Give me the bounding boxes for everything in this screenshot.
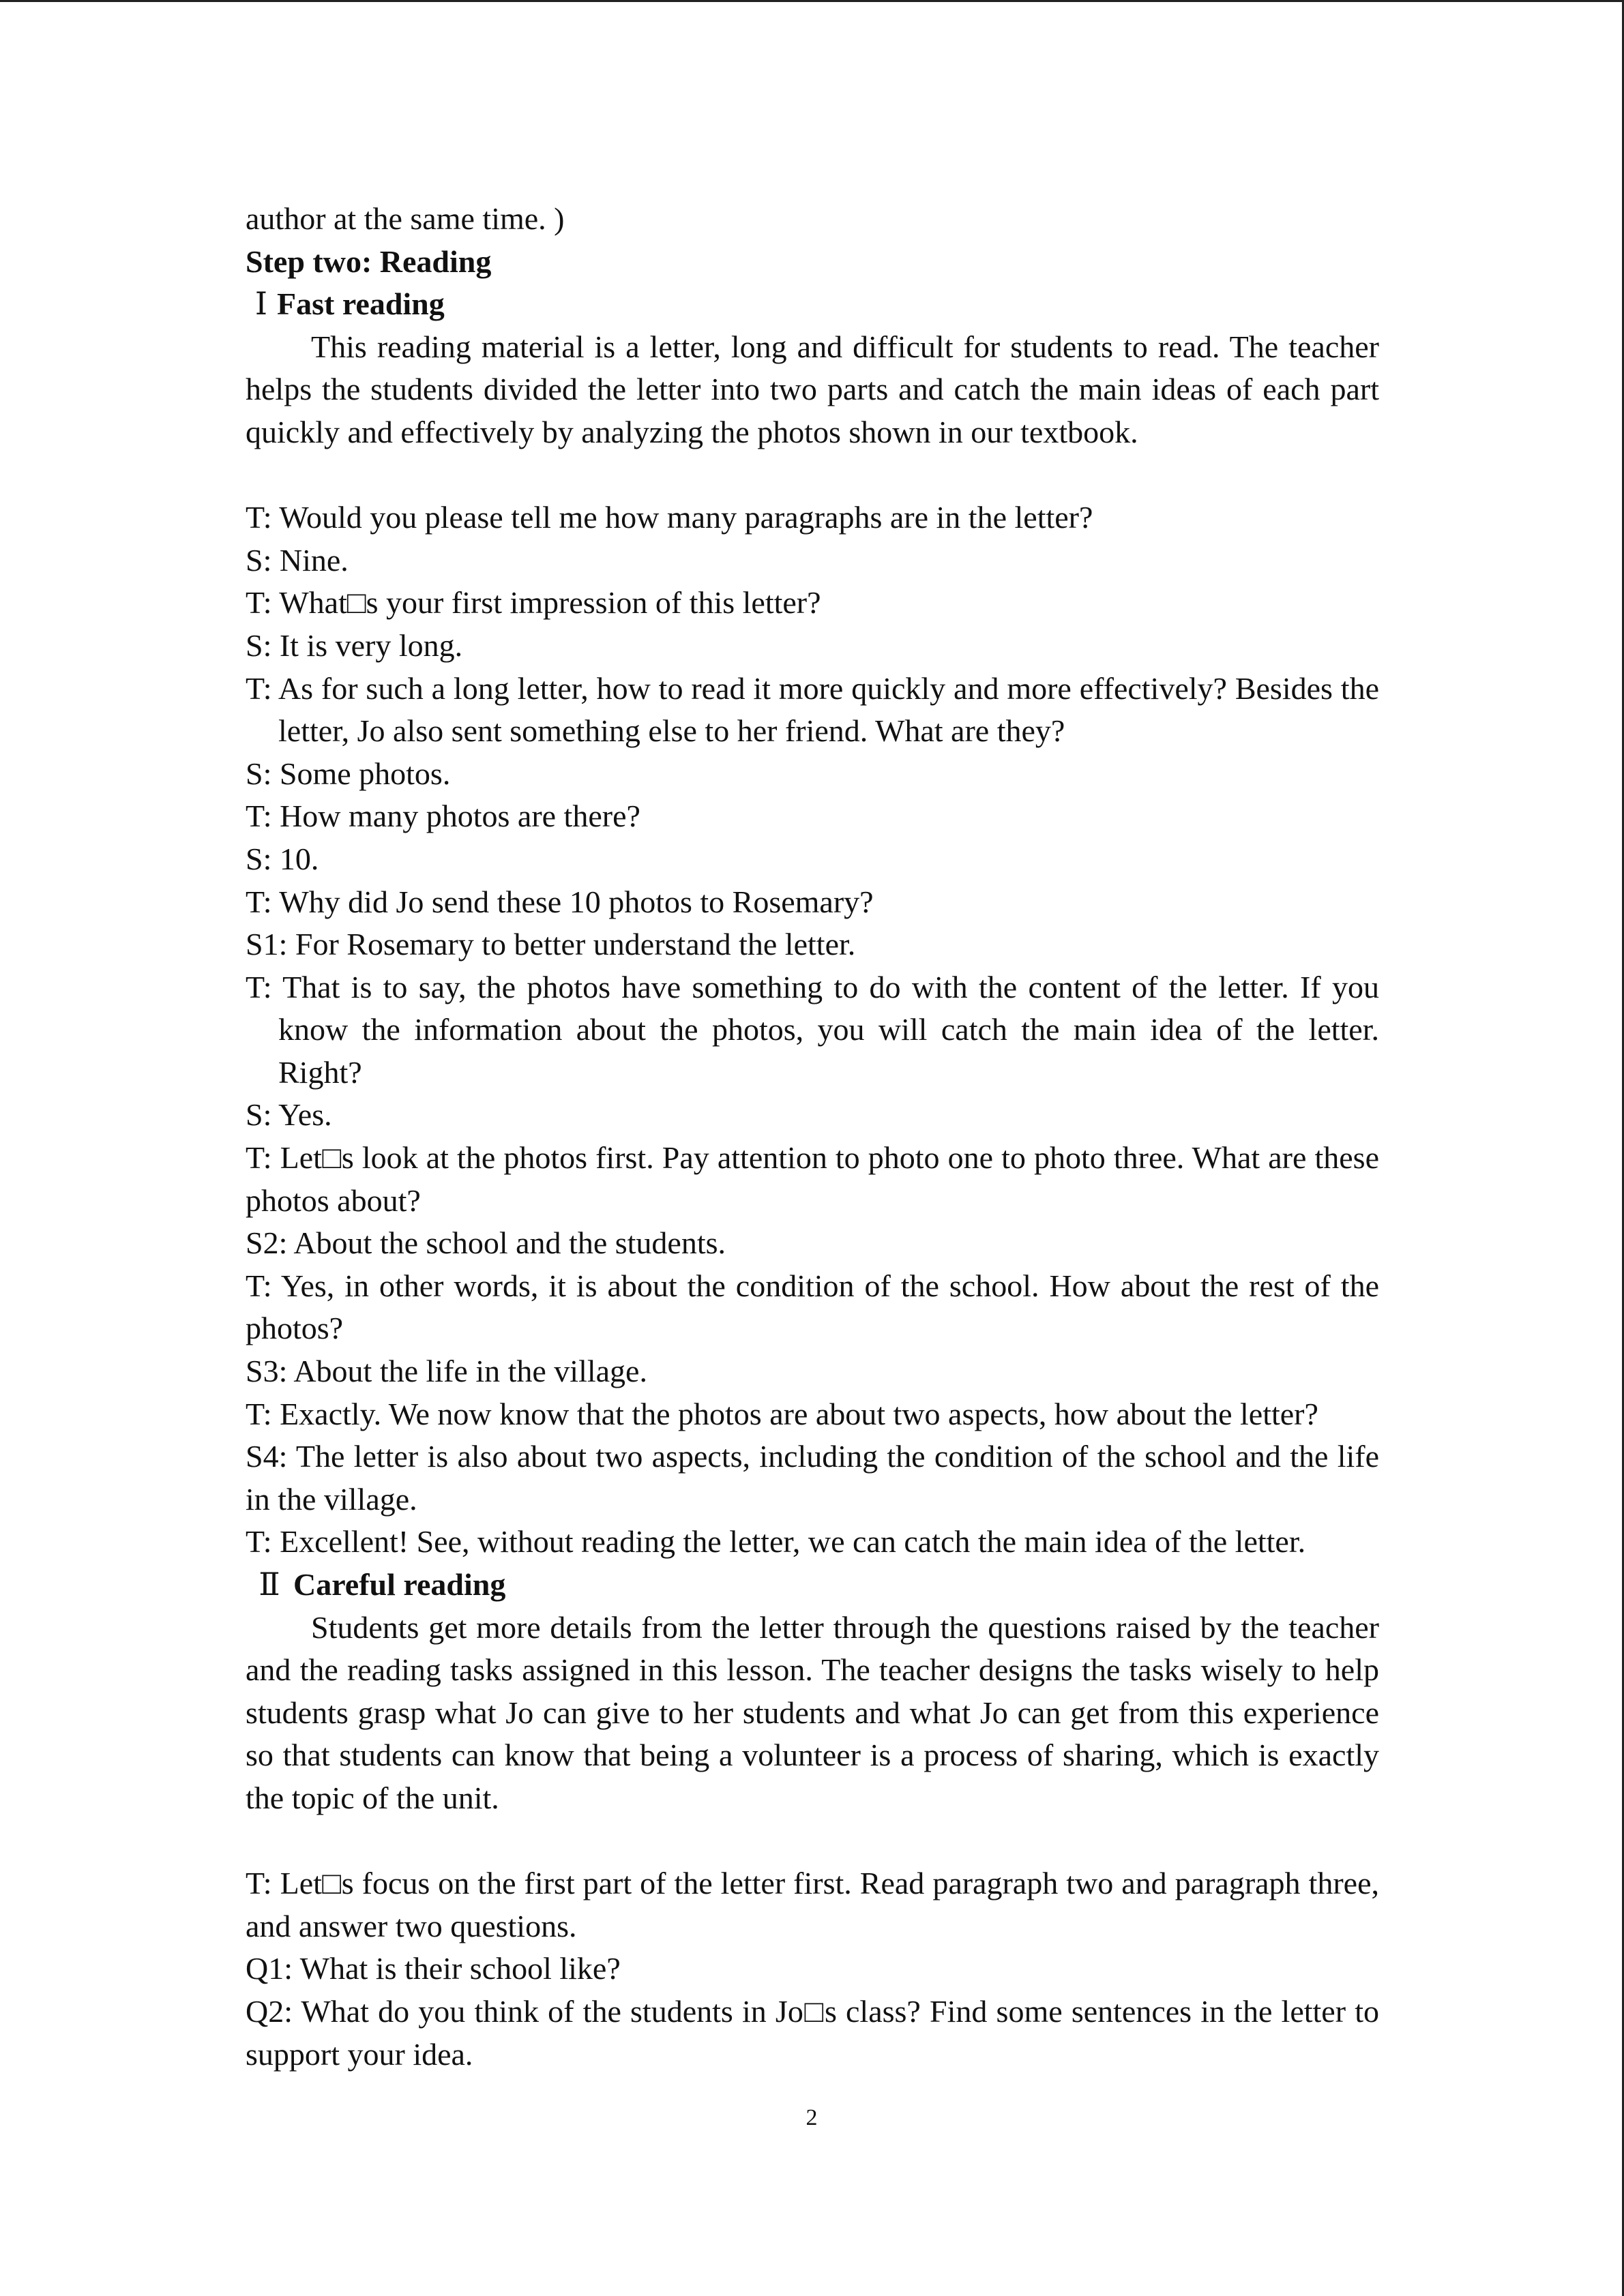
dialogue-line: S: Some photos. <box>246 756 451 791</box>
dialogue-line: S: It is very long. <box>246 627 463 663</box>
dialogue-line: S3: About the life in the village. <box>246 1354 647 1389</box>
dialogue-line: T: Let□s look at the photos first. Pay attention to photo one to photo three. What are these photos about? <box>246 1140 1379 1218</box>
section-title: Careful reading <box>293 1567 506 1602</box>
dialogue-line: T: Let□s focus on the first part of the letter first. Read paragraph two and paragraph three, and answer two questions. <box>246 1866 1379 1943</box>
careful-reading-intro: Students get more details from the letter through the questions raised by the teacher and the reading tasks assigned in this lesson. The teacher designs the tasks wisely to help students grasp what Jo can give to her students and what Jo can get from this experience so that students can know that being a volunteer is a process of sharing, which is exactly the topic of the unit. <box>246 1609 1379 1815</box>
section-numeral: Ⅱ <box>259 1567 280 1602</box>
document-body <box>246 198 1379 2076</box>
dialogue-line: T: That is to say, the photos have something to do with the content of the letter. If you know the information about the photos, you will catch the main idea of the letter. Right? <box>246 969 1379 1090</box>
dialogue-line: T: Yes, in other words, it is about the condition of the school. How about the rest of the photos? <box>246 1268 1379 1346</box>
dialogue-line: Q1: What is their school like? <box>246 1951 621 1986</box>
page-top-border <box>0 0 1624 2</box>
dialogue-line: T: Would you please tell me how many paragraphs are in the letter? <box>246 500 1093 535</box>
dialogue-line: T: How many photos are there? <box>246 799 640 834</box>
dialogue-line: S2: About the school and the students. <box>246 1225 726 1261</box>
dialogue-line: S: 10. <box>246 841 319 876</box>
dialogue-line: T: What□s your first impression of this letter? <box>246 585 821 621</box>
blank-line <box>246 454 1379 497</box>
continuation-line: author at the same time. ) <box>246 201 565 236</box>
dialogue-line: Q2: What do you think of the students in Jo□s class? Find some sentences in the letter to support your idea. <box>246 1993 1379 2072</box>
dialogue-line: T: Why did Jo send these 10 photos to Rosemary? <box>246 884 874 919</box>
page-number: 2 <box>806 2105 818 2130</box>
dialogue-line: T: As for such a long letter, how to read it more quickly and more effectively? Besides the letter, Jo also sent something else to her friend. What are they? <box>246 670 1379 749</box>
dialogue-line: S: Yes. <box>246 1097 332 1133</box>
fast-reading-heading <box>246 283 1379 326</box>
dialogue-careful-reading <box>246 1862 1379 2076</box>
dialogue-line: T: Excellent! See, without reading the letter, we can catch the main idea of the letter. <box>246 1524 1306 1560</box>
dialogue-line: S4: The letter is also about two aspects, including the condition of the school and the life in the village. <box>246 1439 1379 1517</box>
dialogue-line: S1: For Rosemary to better understand the letter. <box>246 927 856 962</box>
fast-reading-intro: This reading material is a letter, long and difficult for students to read. The teacher helps the students divided the letter into two parts and catch the main ideas of each part quickly and effectively by analyzing the photos shown in our textbook. <box>246 329 1379 449</box>
section-numeral: Ⅰ <box>254 286 268 322</box>
dialogue-fast-reading <box>246 496 1379 1564</box>
careful-reading-heading <box>246 1564 1379 1607</box>
dialogue-line: S: Nine. <box>246 542 349 578</box>
blank-line <box>246 1820 1379 1863</box>
section-title: Fast reading <box>277 286 445 322</box>
step-heading: Step two: Reading <box>246 243 492 279</box>
dialogue-line: T: Exactly. We now know that the photos are about two aspects, how about the letter? <box>246 1396 1318 1431</box>
